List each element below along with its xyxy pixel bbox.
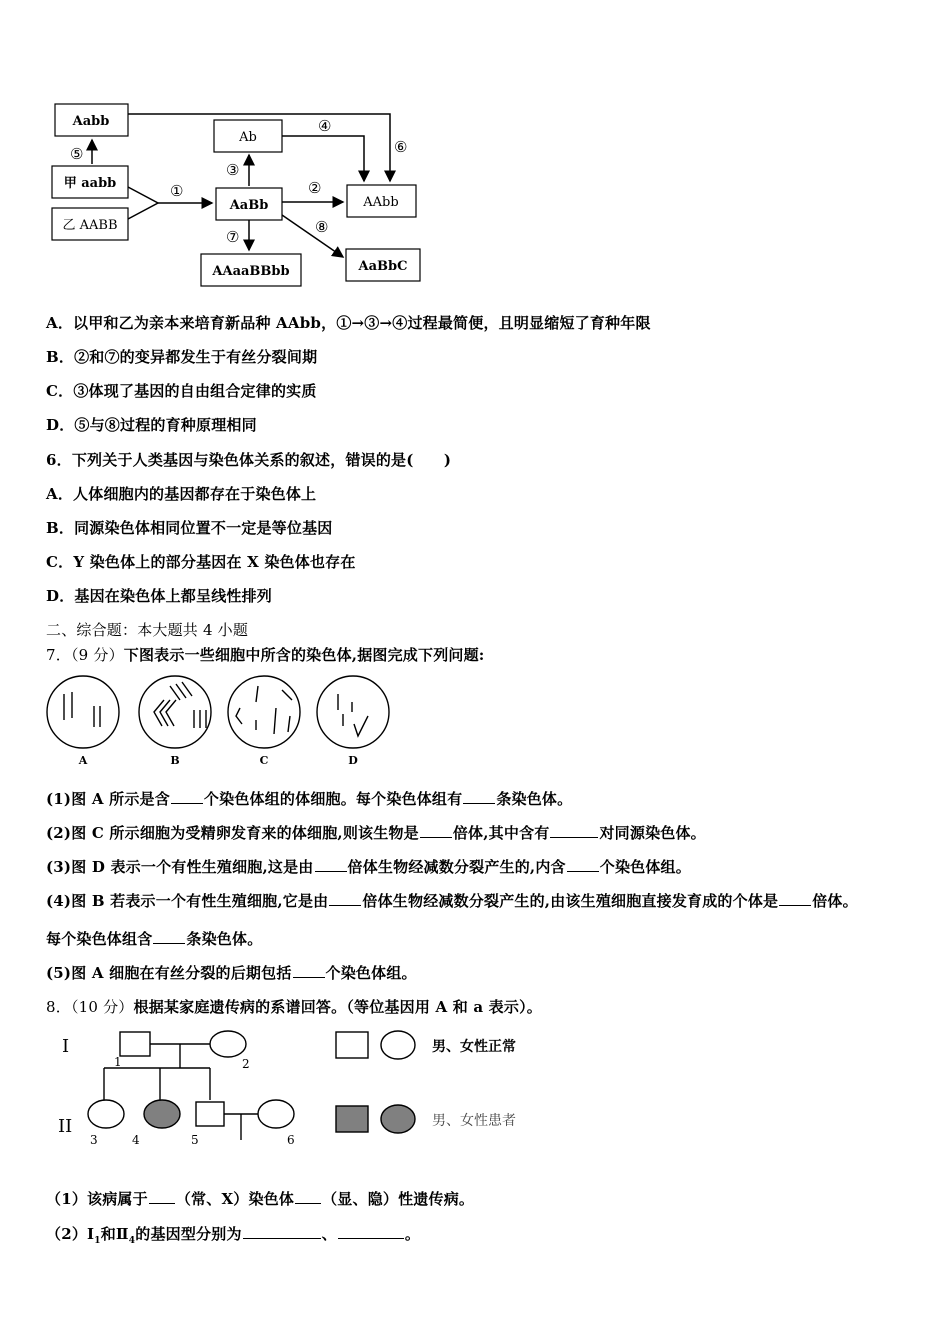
q8-stem: 8．（10 分）根据某家庭遗传病的系谱回答。（等位基因用 A 和 a 表示）。	[46, 998, 542, 1016]
text-aabb-mid: AaBb	[229, 198, 269, 213]
legend-patient-male	[336, 1106, 368, 1132]
chromosome-cells	[0, 672, 950, 772]
q7-sub5: (5)图 A 细胞在有丝分裂的后期包括 个染色体组。	[46, 964, 417, 982]
text-jia: 甲 aabb	[63, 176, 117, 191]
text-aabbc: AaBbC	[358, 259, 408, 274]
q6-option-d: D．基因在染色体上都呈线性排列	[46, 587, 273, 605]
section-heading: 二、综合题：本大题共 4 小题	[46, 621, 249, 639]
answer-blank[interactable]	[329, 891, 361, 906]
gen-label-ii: II	[58, 1116, 73, 1137]
legend-normal-label: 男、女性正常	[432, 1039, 516, 1055]
q7-sub1: (1)图 A 所示是含 个染色体组的体细胞。每个染色体组有 条染色体。	[46, 790, 573, 808]
q7-sub4: (4)图 B 若表示一个有性生殖细胞,它是由 倍体生物经减数分裂产生的,由该生殖细胞直接发育成的个体是 倍体。	[46, 892, 858, 910]
q8-sub2: $(2)Ⅰ_1$和$Ⅱ_4$的基因型分别为 、 。	[46, 1225, 421, 1246]
individual-ii3	[88, 1100, 124, 1128]
text-poly: AAaaBBbb	[212, 264, 290, 279]
text-aabb-target: AAbb	[363, 195, 399, 210]
breeding-diagram	[0, 0, 950, 300]
answer-blank[interactable]	[293, 963, 325, 978]
pedigree-chart	[0, 1022, 950, 1162]
answer-blank[interactable]	[550, 823, 598, 838]
gen-label-i: I	[62, 1036, 70, 1057]
legend-normal-female	[381, 1031, 415, 1059]
q6-option-a: A．人体细胞内的基因都存在于染色体上	[46, 485, 317, 503]
q7-sub4-cont: 每个染色体组含 条染色体。	[46, 930, 263, 948]
svg-text:4: 4	[132, 1133, 140, 1147]
text-yi: 乙 AABB	[62, 218, 118, 233]
svg-text:6: 6	[287, 1133, 295, 1147]
answer-blank[interactable]	[243, 1224, 321, 1239]
answer-blank[interactable]	[295, 1189, 321, 1204]
answer-blank[interactable]	[338, 1224, 404, 1239]
answer-blank[interactable]	[153, 929, 185, 944]
q7-sub3: (3)图 D 表示一个有性生殖细胞,这是由 倍体生物经减数分裂产生的,内含 个染色体组。	[46, 858, 691, 876]
label-8: ⑧	[315, 218, 329, 236]
q7-score: （9 分）	[70, 646, 124, 664]
text-ab: Ab	[239, 130, 257, 145]
svg-text:3: 3	[90, 1133, 98, 1147]
label-1: ①	[170, 182, 184, 200]
answer-blank[interactable]	[567, 857, 599, 872]
individual-i1	[120, 1032, 150, 1056]
answer-blank[interactable]	[149, 1189, 175, 1204]
label-4: ④	[318, 117, 332, 135]
answer-blank[interactable]	[420, 823, 452, 838]
q6-option-c: C．Y 染色体上的部分基因在 X 染色体也存在	[46, 553, 356, 571]
q5-option-c: C．③体现了基因的自由组合定律的实质	[46, 382, 317, 400]
legend-patient-female	[381, 1105, 415, 1133]
label-2: ②	[308, 179, 322, 197]
individual-ii6	[258, 1100, 294, 1128]
svg-text:1: 1	[114, 1055, 122, 1069]
individual-ii5	[196, 1102, 224, 1126]
individual-i2	[210, 1031, 246, 1057]
q5-option-a: A．以甲和乙为亲本来培育新品种 AAbb，①→③→④过程最简便，且明显缩短了育种年限	[46, 314, 651, 332]
cell-label-b: B	[170, 754, 180, 767]
cell-label-d: D	[348, 754, 358, 767]
individual-ii4	[144, 1100, 180, 1128]
q8-sub1: （1）该病属于 （常、X）染色体 （显、隐）性遗传病。	[46, 1190, 475, 1208]
label-3: ③	[226, 161, 240, 179]
q5-option-d: D．⑤与⑧过程的育种原理相同	[46, 416, 257, 434]
legend-normal-male	[336, 1032, 368, 1058]
cell-label-a: A	[78, 754, 88, 767]
legend-patient-label: 男、女性患者	[432, 1113, 516, 1129]
answer-blank[interactable]	[171, 789, 203, 804]
q6-option-b: B．同源染色体相同位置不一定是等位基因	[46, 519, 333, 537]
svg-text:2: 2	[242, 1057, 250, 1071]
q7-text: 下图表示一些细胞中所含的染色体,据图完成下列问题:	[123, 646, 485, 664]
cell-label-c: C	[259, 754, 269, 767]
q6-stem: 6．下列关于人类基因与染色体关系的叙述，错误的是( )	[46, 451, 452, 469]
answer-blank[interactable]	[463, 789, 495, 804]
text-aabb-top: Aabb	[72, 114, 110, 129]
q7-sub2: (2)图 C 所示细胞为受精卵发育来的体细胞,则该生物是 倍体,其中含有 对同源染色体。	[46, 824, 706, 842]
answer-blank[interactable]	[315, 857, 347, 872]
answer-blank[interactable]	[779, 891, 811, 906]
q5-option-b: B．②和⑦的变异都发生于有丝分裂间期	[46, 348, 318, 366]
label-7: ⑦	[226, 228, 240, 246]
label-5: ⑤	[70, 145, 84, 163]
q7-num: 7．	[46, 646, 71, 664]
label-6: ⑥	[394, 138, 408, 156]
q7-stem	[46, 644, 485, 665]
svg-text:5: 5	[191, 1133, 199, 1147]
